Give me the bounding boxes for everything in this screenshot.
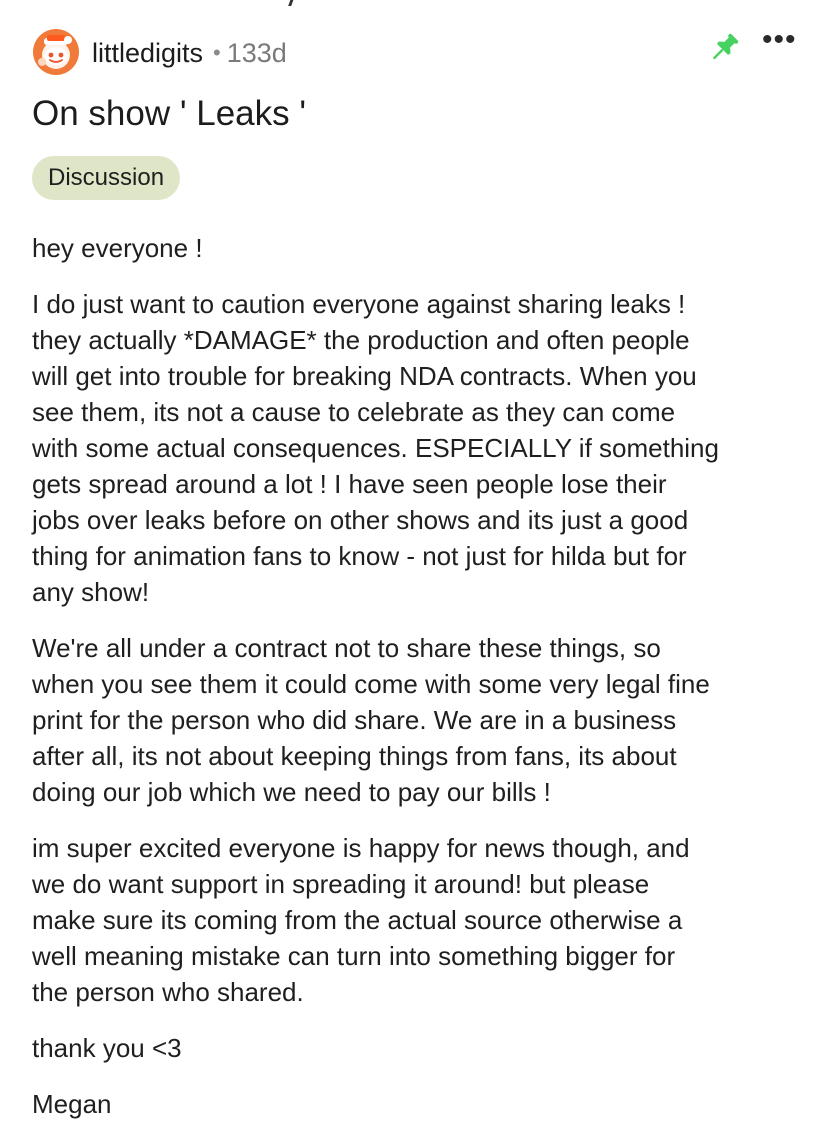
post-paragraph: thank you <3 bbox=[32, 1033, 182, 1063]
post-age: 133d bbox=[226, 38, 287, 68]
post-header bbox=[32, 23, 797, 80]
more-options-icon: ••• bbox=[762, 23, 797, 56]
post-paragraph: im super excited everyone is happy for news though, and we do want support in spreading it around! but please make sure its coming from the actual source otherwise a well meaning mistake can turn into something bigger for the person who shared. bbox=[32, 833, 690, 1007]
post-body bbox=[32, 230, 802, 1142]
post-flair[interactable]: Discussion bbox=[32, 156, 180, 200]
cropped-text-fragment bbox=[278, 0, 295, 6]
snoo-avatar-icon bbox=[32, 28, 80, 76]
pinned-post-indicator bbox=[706, 30, 742, 66]
post-title: On show ' Leaks ' bbox=[32, 94, 307, 133]
post-paragraph: hey everyone ! bbox=[32, 233, 203, 263]
post-paragraph: I do just want to caution everyone against sharing leaks ! they actually *DAMAGE* the production and often people will get into trouble for breaking NDA contracts. When you see them, its not a cause to celebrate as they can come with some actual consequences. ESPECIALLY if something gets spread around a lot ! I have seen people lose their jobs over leaks before on other shows and its just a good thing for animation fans to know - not just for hilda but for any show! bbox=[32, 289, 719, 607]
user-avatar[interactable] bbox=[32, 28, 80, 76]
meta-separator: • bbox=[213, 40, 221, 65]
pin-icon bbox=[706, 30, 742, 66]
post-meta bbox=[92, 36, 287, 72]
more-options-button[interactable] bbox=[762, 23, 797, 58]
username-link[interactable]: littledigits bbox=[92, 38, 204, 68]
post-signature: Megan bbox=[32, 1089, 112, 1119]
post-paragraph: We're all under a contract not to share these things, so when you see them it could come with some very legal fine print for the person who did share. We are in a business after all, its not about keeping things from fans, its about doing our job which we need to pay our bills ! bbox=[32, 633, 710, 807]
